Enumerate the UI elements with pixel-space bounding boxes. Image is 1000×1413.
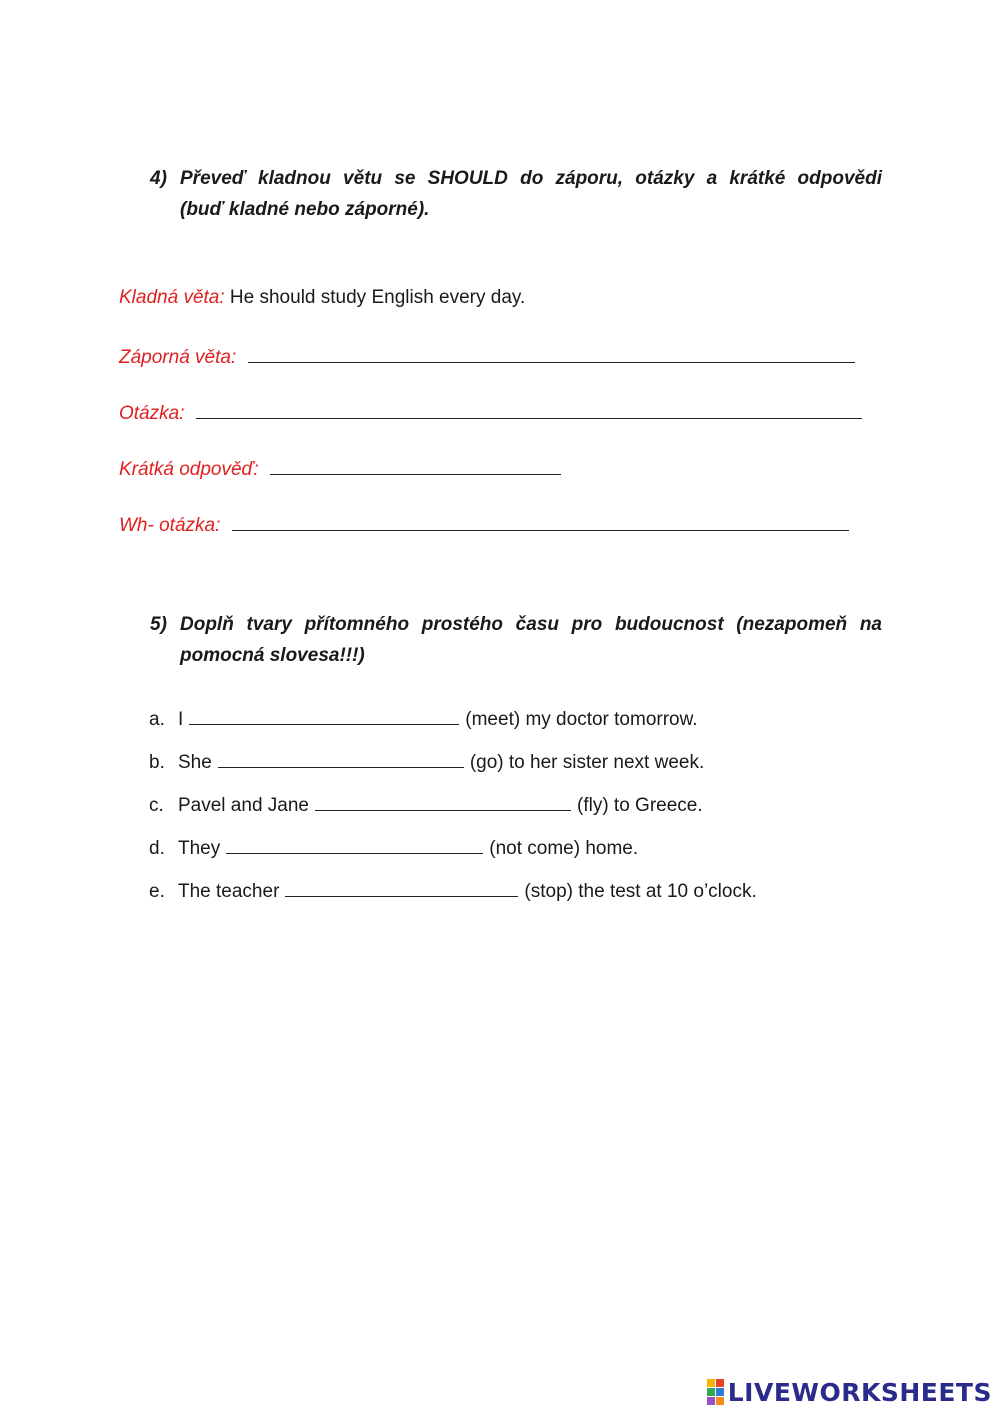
task-instruction-line-2: (buď kladné nebo záporné).: [180, 199, 430, 220]
item-subject: The teacher: [178, 881, 280, 902]
logo-square: [707, 1397, 715, 1405]
task-4-heading: [150, 163, 882, 225]
item-subject: Pavel and Jane: [178, 795, 309, 816]
item-letter: b.: [149, 752, 165, 773]
task-instruction-line-1: Převeď kladnou větu se SHOULD do záporu, otázky a krátké odpovědi: [180, 168, 882, 189]
logo-mark-icon: [707, 1379, 724, 1405]
item-letter: c.: [149, 795, 164, 816]
task-instruction-line-1: Doplň tvary přítomného prostého času pro budoucnost (nezapomeň na: [180, 614, 882, 635]
negative-sentence-label: Záporná věta:: [119, 347, 237, 368]
logo-square: [707, 1379, 715, 1387]
logo-square: [716, 1379, 724, 1387]
item-subject: She: [178, 752, 212, 773]
question-label: Otázka:: [119, 403, 185, 424]
list-item: [149, 748, 704, 775]
item-letter: a.: [149, 709, 165, 730]
list-item: [149, 877, 757, 904]
liveworksheets-logo: [707, 1377, 992, 1407]
answer-blank[interactable]: [189, 705, 459, 725]
positive-sentence-text: He should study English every day.: [229, 287, 526, 308]
logo-text: LIVEWORKSHEETS: [727, 1377, 992, 1407]
positive-sentence-label: Kladná věta:: [119, 287, 225, 308]
list-item: [149, 834, 638, 861]
item-rest: (fly) to Greece.: [577, 795, 703, 816]
logo-square: [707, 1388, 715, 1396]
question-row: [119, 399, 862, 426]
logo-square: [716, 1388, 724, 1396]
item-rest: (meet) my doctor tomorrow.: [465, 709, 698, 730]
task-5-heading: [150, 609, 882, 671]
answer-blank[interactable]: [315, 791, 571, 811]
question-blank[interactable]: [196, 399, 862, 419]
item-letter: e.: [149, 881, 165, 902]
task-instruction-line-2: pomocná slovesa!!!): [180, 645, 365, 666]
short-answer-blank[interactable]: [270, 455, 561, 475]
answer-blank[interactable]: [226, 834, 483, 854]
task-number: 4): [150, 168, 167, 189]
negative-sentence-blank[interactable]: [248, 343, 855, 363]
negative-sentence-row: [119, 343, 855, 370]
list-item: [149, 791, 703, 818]
short-answer-label: Krátká odpověď:: [119, 459, 259, 480]
logo-square: [716, 1397, 724, 1405]
wh-question-blank[interactable]: [232, 511, 849, 531]
answer-blank[interactable]: [285, 877, 518, 897]
short-answer-row: [119, 455, 561, 482]
item-subject: They: [178, 838, 221, 859]
list-item: [149, 705, 698, 732]
item-rest: (not come) home.: [489, 838, 639, 859]
positive-sentence-row: [119, 286, 525, 310]
item-letter: d.: [149, 838, 165, 859]
task-number: 5): [150, 614, 167, 635]
answer-blank[interactable]: [218, 748, 464, 768]
item-rest: (stop) the test at 10 o’clock.: [524, 881, 757, 902]
wh-question-label: Wh- otázka:: [119, 515, 221, 536]
item-subject: I: [178, 709, 184, 730]
wh-question-row: [119, 511, 849, 538]
item-rest: (go) to her sister next week.: [469, 752, 705, 773]
